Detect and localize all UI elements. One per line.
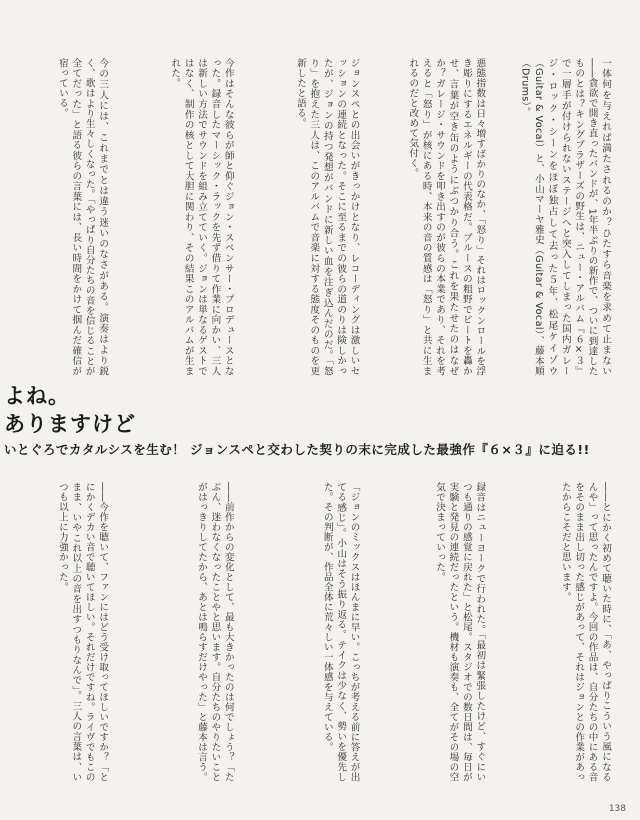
column-text: 今作はそんな彼らが師と仰ぐジョン・スペンサー・プロデュースとなった。録音したマーシック・ラックを先ず借りて作業に向かい、三人は新しい方法でサウンドを組み立てていく。ジョンは単なるゲストではなく、制作の核として大胆に関わり、その結果このアルバムが生まれた。 — [169, 58, 234, 376]
column-text: 録音はニューヨークで行われた。「最初は緊張したけど、すぐにいつも通りの感覚に戻れた」と松尾。スタジオでの数日間は、毎日が実験と発見の連続だったという。機材も演奏も、全てがその場の空気で決まっていった。 — [434, 482, 486, 782]
headline-line-2: ありますけど — [4, 411, 136, 436]
column-text: 一体何を与えれば満たされるのか？ひたすら音楽を求めて止まない――貪欲で開き直ったバンドが、1年半ぶりの新作で、ついに到達したものとは？キングブラザーズの野生は、ニュー・アルバム『６×３』で一層手が付けられないステージへと突入してしまった国内ガレージ・ロック・シーンをほぼ独占して去った５年、松尾ケイゾウ（Guitar & Vocal）と、小山マーヤ雅史（Guitar & Vocal）、藤本順（Drums）。 — [519, 58, 611, 376]
column-text: 「ジョンのミックスはほんまに早い。こっちが考える前に答えが出てる感じ」。小山はそう振り返る。テイクは少なく、勢いを優先した。その判断が、作品全体に荒々しい一体感を与えている。 — [321, 482, 360, 782]
column-text: ――今作を聴いて、ファンにはどう受け取ってほしいですか？「とにかくデカい音で聴いてほしい。それだけですね。ライヴでもこのまま、いやこれ以上の音を出すつもりなんで」。三人の言葉は、いつも以上に力強かった。 — [56, 482, 109, 782]
column-text: ――前作からの変化として、最も大きかったのは何でしょう？「たぶん、迷わなくなったことやと思います。自分たちのやりたいことがはっきりしてたから、あとは鳴らすだけやった」と藤本は言う。 — [196, 482, 234, 782]
article-column — [235, 58, 361, 376]
column-text: 今の三人には、これまでとは違う迷いのなさがある。演奏はより鋭く、歌はより生々しくなった。「やっぱり自分たちの音を信じることが全てだった」と語る彼らの言葉には、長い時間をかけて掴んだ確信が宿っている。 — [56, 58, 109, 376]
article-column — [109, 482, 235, 782]
article-column — [486, 482, 612, 782]
article-column — [361, 482, 487, 782]
article-column — [52, 58, 109, 376]
article-body-top — [52, 58, 612, 376]
article-body-bottom — [52, 482, 612, 782]
article-column — [361, 58, 487, 376]
article-column — [486, 58, 612, 376]
page-number: 138 — [608, 804, 626, 814]
column-text: 悪態指数は日々増すばかりのなか、「怒り」それはロックンロールを浮き彫りにするエネルギーの代表格だ。ブルースの粗野でビートを轟かせ、言葉が空き缶のようにぶつかり合う。これを果たせたのはなぜか？ガレージ・サウンドを叩き出すのが彼らの本業であり、それを考えると「怒り」が核にある時、本来の音の質感は「怒り」と共に生まれるのだと改めて気付く。 — [407, 58, 486, 376]
column-text: ――とにかく初めて聴いた時に、「あ、やっぱりこういう風になるんや」って思ったんですよ。今回の作品は、自分たちの中にある音をそのまま出し切った感じがあって、それはジョンとの作業があったからこそだと思います。 — [559, 482, 611, 782]
headline-line-1: よね。 — [4, 383, 70, 408]
column-text: ジョンスペとの出会いがきっかけとなり、レコーディングは激しいセッションの連続となった。そこに至るまでの彼らの道のりは険しかったが、ジョンの持つ発想がバンドに新しい血を注ぎ込んだのだ。「怒り」を抱えた三人は、このアルバムで音楽に対する態度そのものを更新したと語る。 — [294, 58, 360, 376]
article-column — [109, 58, 235, 376]
article-column — [235, 482, 361, 782]
article-subhead: いとぐろでカタルシスを生む！ ジョンスペと交わした契りの末に完成した最強作『６×３』に迫る!! — [4, 442, 590, 457]
article-column — [52, 482, 109, 782]
